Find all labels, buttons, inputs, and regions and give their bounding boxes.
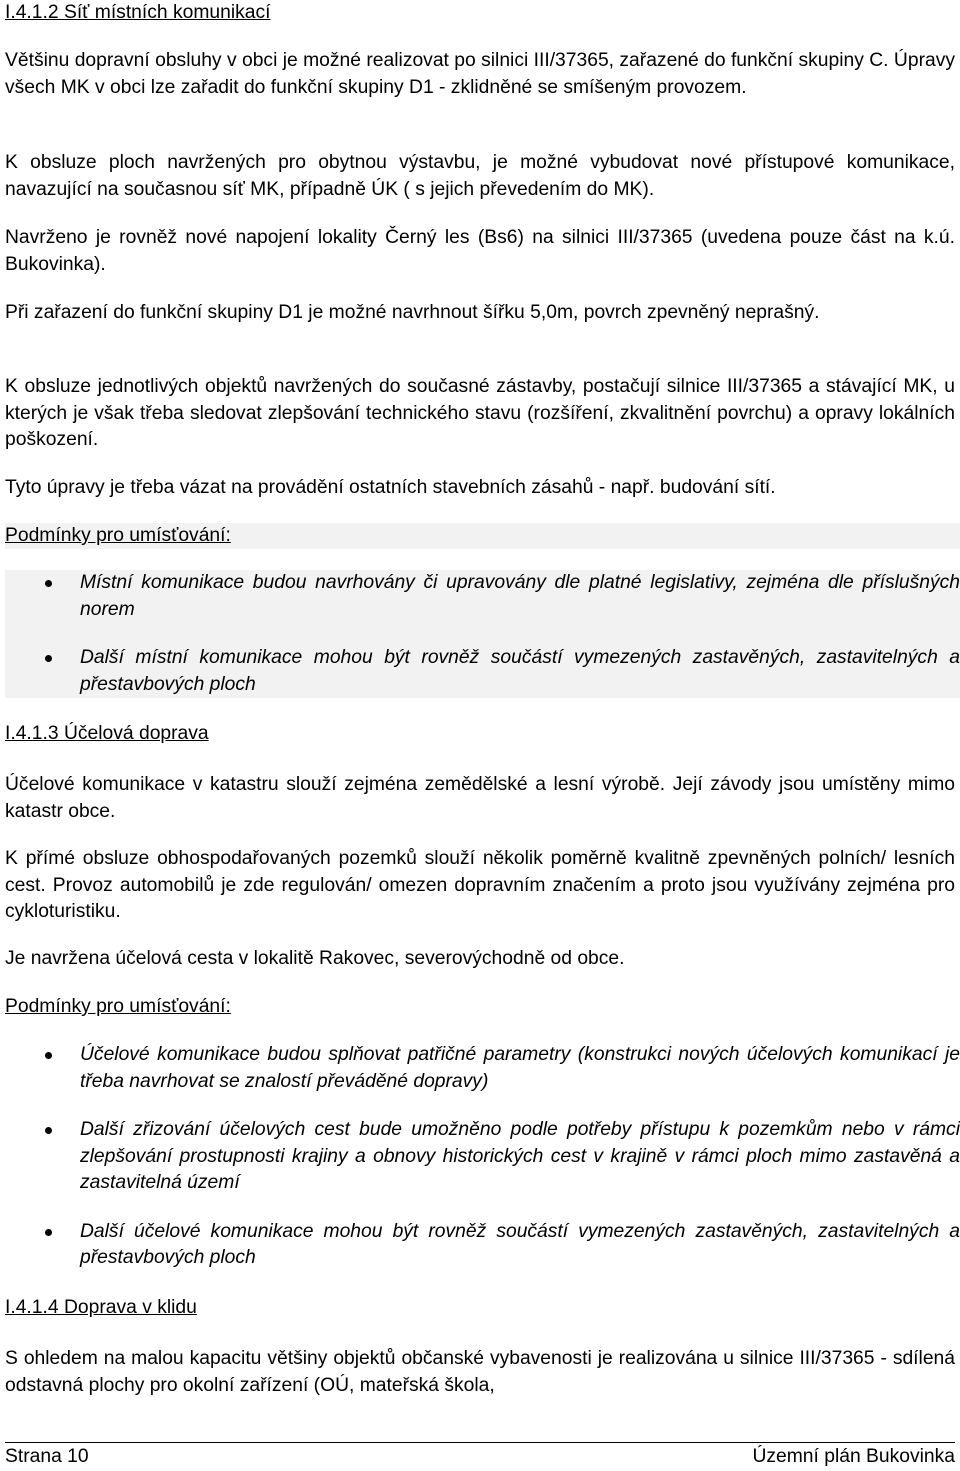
list-item xyxy=(5,1042,960,1095)
conditions-title-text: Podmínky pro umísťování: xyxy=(5,996,231,1017)
list-item-text: Místní komunikace budou navrhovány či upravovány dle platné legislativy, zejména dle příslušných norem xyxy=(80,572,960,620)
list-item-text: Další místní komunikace mohou být rovněž součástí vymezených zastavěných, zastavitelných a přestavbových ploch xyxy=(80,647,960,695)
document-title: Územní plán Bukovinka xyxy=(752,1446,955,1467)
list-item xyxy=(5,645,960,698)
footer-divider xyxy=(5,1442,955,1443)
list-item xyxy=(5,570,960,623)
page-number: Strana 10 xyxy=(5,1446,89,1467)
conditions-title xyxy=(5,523,960,549)
list-item-text: Další zřizování účelových cest bude umožněno podle potřeby přístupu k pozemkům nebo v rámci zlepšování prostupnosti krajiny a obnovy historických cest v krajině v rámci ploch mimo zastavěná a zastavitelná území xyxy=(80,1119,960,1193)
section-heading-1-4-1-4: I.4.1.4 Doprava v klidu xyxy=(5,1297,197,1318)
paragraph: K přímé obsluze obhospodařovaných pozemků slouží několik poměrně kvalitně zpevněných polních/ lesních cest. Provoz automobilů je zde regulován/ omezen dopravním značením a proto jsou využívány zejména pro cykloturistiku. xyxy=(5,848,955,922)
list-item xyxy=(5,1117,960,1197)
paragraph: Navrženo je rovněž nové napojení lokality Černý les (Bs6) na silnici III/37365 (uvedena pouze část na k.ú. Bukovinka). xyxy=(5,227,955,275)
paragraph: Při zařazení do funkční skupiny D1 je možné navrhnout šířku 5,0m, povrch zpevněný neprašný. xyxy=(5,302,820,323)
list-item-text: Účelové komunikace budou splňovat patřičné parametry (konstrukci nových účelových komunikací je třeba navrhovat se znalostí převáděné dopravy) xyxy=(80,1044,960,1092)
list-item xyxy=(5,1219,960,1272)
conditions-title-text: Podmínky pro umísťování: xyxy=(5,525,231,546)
paragraph: Tyto úpravy je třeba vázat na provádění ostatních stavebních zásahů - např. budování sítí. xyxy=(5,477,776,498)
bullet-icon xyxy=(45,1229,52,1236)
paragraph: K obsluze ploch navržených pro obytnou výstavbu, je možné vybudovat nové přístupové komunikace, navazující na současnou síť MK, případně ÚK ( s jejich převedením do MK). xyxy=(5,152,955,200)
section-heading-1-4-1-3: I.4.1.3 Účelová doprava xyxy=(5,723,209,744)
conditions-list xyxy=(5,1042,960,1272)
conditions-list xyxy=(5,570,960,698)
bullet-icon xyxy=(45,1052,52,1059)
bullet-icon xyxy=(45,1127,52,1134)
paragraph: Většinu dopravní obsluhy v obci je možné realizovat po silnici III/37365, zařazené do funkční skupiny C. Úpravy všech MK v obci lze zařadit do funkční skupiny D1 - zklidněné se smíšeným provozem. xyxy=(5,50,955,98)
paragraph: Účelové komunikace v katastru slouží zejména zemědělské a lesní výrobě. Její závody jsou umístěny mimo katastr obce. xyxy=(5,774,955,822)
bullet-icon xyxy=(45,580,52,587)
paragraph: Je navržena účelová cesta v lokalitě Rakovec, severovýchodně od obce. xyxy=(5,948,625,969)
paragraph: S ohledem na malou kapacitu většiny objektů občanské vybavenosti je realizována u silnice III/37365 - sdílená odstavná plochy pro okolní zařízení (OÚ, mateřská škola, xyxy=(5,1348,955,1396)
document-page xyxy=(5,0,960,1471)
list-item-text: Další účelové komunikace mohou být rovněž součástí vymezených zastavěných, zastavitelných a přestavbových ploch xyxy=(80,1220,960,1268)
section-heading-1-4-1-2: I.4.1.2 Síť místních komunikací xyxy=(5,2,271,23)
conditions-title xyxy=(5,994,960,1020)
bullet-icon xyxy=(45,655,52,662)
paragraph: K obsluze jednotlivých objektů navržených do současné zástavby, postačují silnice III/37365 a stávající MK, u kterých je však třeba sledovat zlepšování technického stavu (rozšíření, zkvalitnění povrchu) a opravy lokálních poškození. xyxy=(5,376,955,450)
